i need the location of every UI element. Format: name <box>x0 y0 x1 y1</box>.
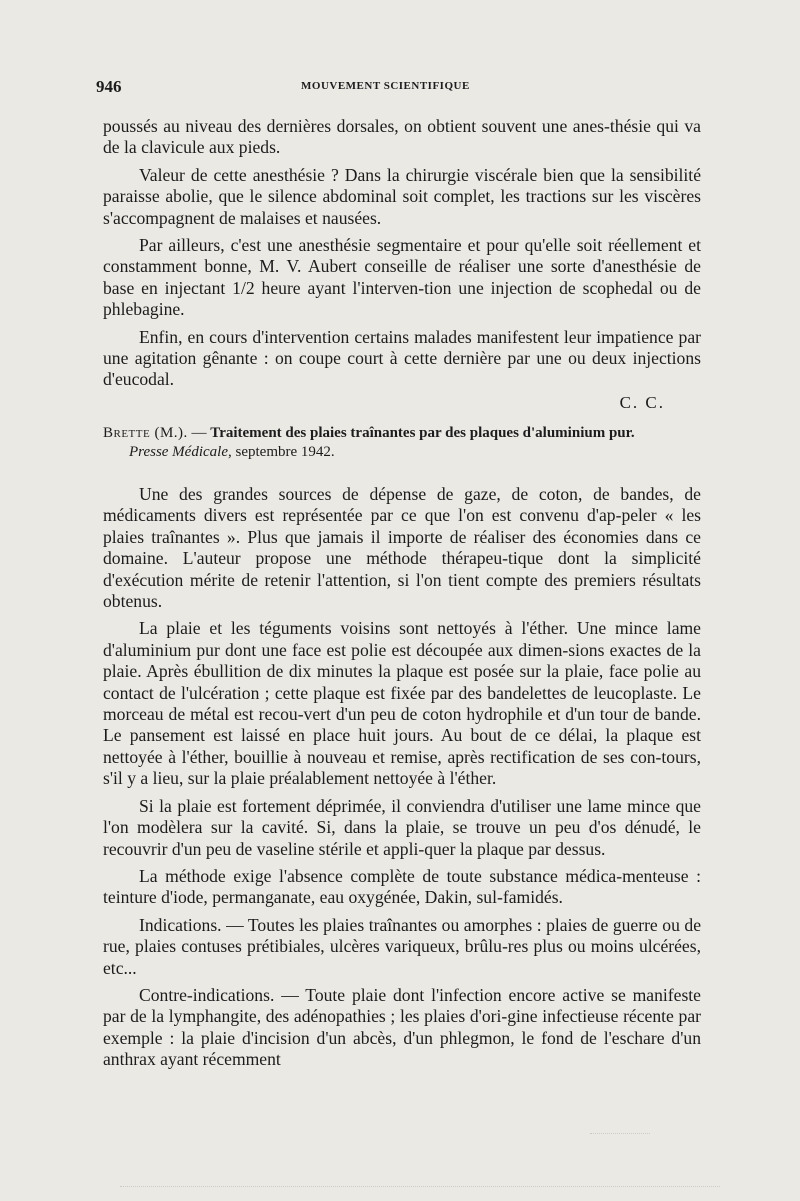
section-aluminium-text <box>103 484 701 1071</box>
bibliographic-reference <box>103 424 703 462</box>
reference-separator: — <box>187 425 211 441</box>
print-speckle <box>590 1133 650 1134</box>
paragraph: La plaie et les téguments voisins sont nettoyés à l'éther. Une mince lame d'aluminium pur dont une face est polie est découpée aux dimen-sions exactes de la plaie. Après ébullition de dix minutes la plaque est posée sur la plaie, face polie au contact de l'ulcération ; cette plaque est fixée par des bandelettes de leucoplaste. Le morceau de métal est recou-vert d'un peu de coton hydrophile et d'un tour de bande. Le pansement est laissé en place huit jours. Au bout de ce délai, la plaque est nettoyée à l'éther, bouillie à nouveau et remise, après rectification de ses con-tours, s'il y a lieu, sur la plaie préalablement nettoyée à l'éther. <box>103 618 701 789</box>
paragraph: poussés au niveau des dernières dorsales, on obtient souvent une anes-thésie qui va de la clavicule aux pieds. <box>103 116 701 158</box>
paragraph: Enfin, en cours d'intervention certains malades manifestent leur impatience par une agitation gênante : on coupe court à cette dernière par une ou deux injections d'eucodal. <box>103 326 701 390</box>
page-header <box>96 77 700 99</box>
paragraph-contraindications: Contre-indications. — Toute plaie dont l'infection encore active se manifeste par de la lymphangite, des adénopathies ; les plaies d'ori-gine infectieuse récente par exemple : la plaie d'incision d'un abcès, d'un phlegmon, le fond de l'eschare d'un anthrax ayant récemment <box>103 984 701 1070</box>
paragraph: Par ailleurs, c'est une anesthésie segmentaire et pour qu'elle soit réellement et constamment bonne, M. V. Aubert conseille de réaliser une sorte d'anesthésie de base en injectant 1/2 heure ayant l'interven-tion une injection de scophedal ou de phlebagine. <box>103 235 701 320</box>
paragraph: Si la plaie est fortement déprimée, il conviendra d'utiliser une lame mince que l'on modèlera sur la cavité. Si, dans la plaie, se trouve un peu d'os dénudé, le recouvrir d'un peu de vaseline stérile et appli-quer la plaque par dessus. <box>103 795 701 859</box>
reference-date: , septembre 1942. <box>228 444 335 460</box>
page-number: 946 <box>96 77 122 96</box>
paragraph: Une des grandes sources de dépense de gaze, de coton, de bandes, de médicaments divers est représentée par ce que l'on est convenu d'ap-peler « les plaies traînantes ». Plus que jamais il importe de réaliser des économies dans ce domaine. L'auteur propose une méthode thérapeu-tique dont la simplicité d'exécution mérite de retenir l'attention, si l'on tient compte des premiers résultats obtenus. <box>103 484 701 612</box>
running-head: MOUVEMENT SCIENTIFIQUE <box>301 80 470 92</box>
reference-author: Brette (M.). <box>103 425 188 441</box>
section-anesthesia-text <box>103 116 701 413</box>
print-speckle <box>120 1186 720 1195</box>
author-signature: C. C. <box>619 392 665 412</box>
paragraph-indications: Indications. — Toutes les plaies traînantes ou amorphes : plaies de guerre ou de rue, plaies contuses prétibiales, ulcères variqueux, brûlu-res plus ou moins ulcérées, etc... <box>103 914 701 978</box>
paragraph: Valeur de cette anesthésie ? Dans la chirurgie viscérale bien que la sensibilité paraisse abolie, que le silence abdominal soit complet, les tractions sur les viscères s'accompagnent de malaises et nausées. <box>103 164 701 228</box>
paragraph: La méthode exige l'absence complète de toute substance médica-menteuse : teinture d'iode, permanganate, eau oxygénée, Dakin, sul-famidés. <box>103 865 701 908</box>
reference-title: Traitement des plaies traînantes par des plaques d'aluminium pur. <box>210 425 635 441</box>
reference-journal: Presse Médicale <box>129 444 228 460</box>
